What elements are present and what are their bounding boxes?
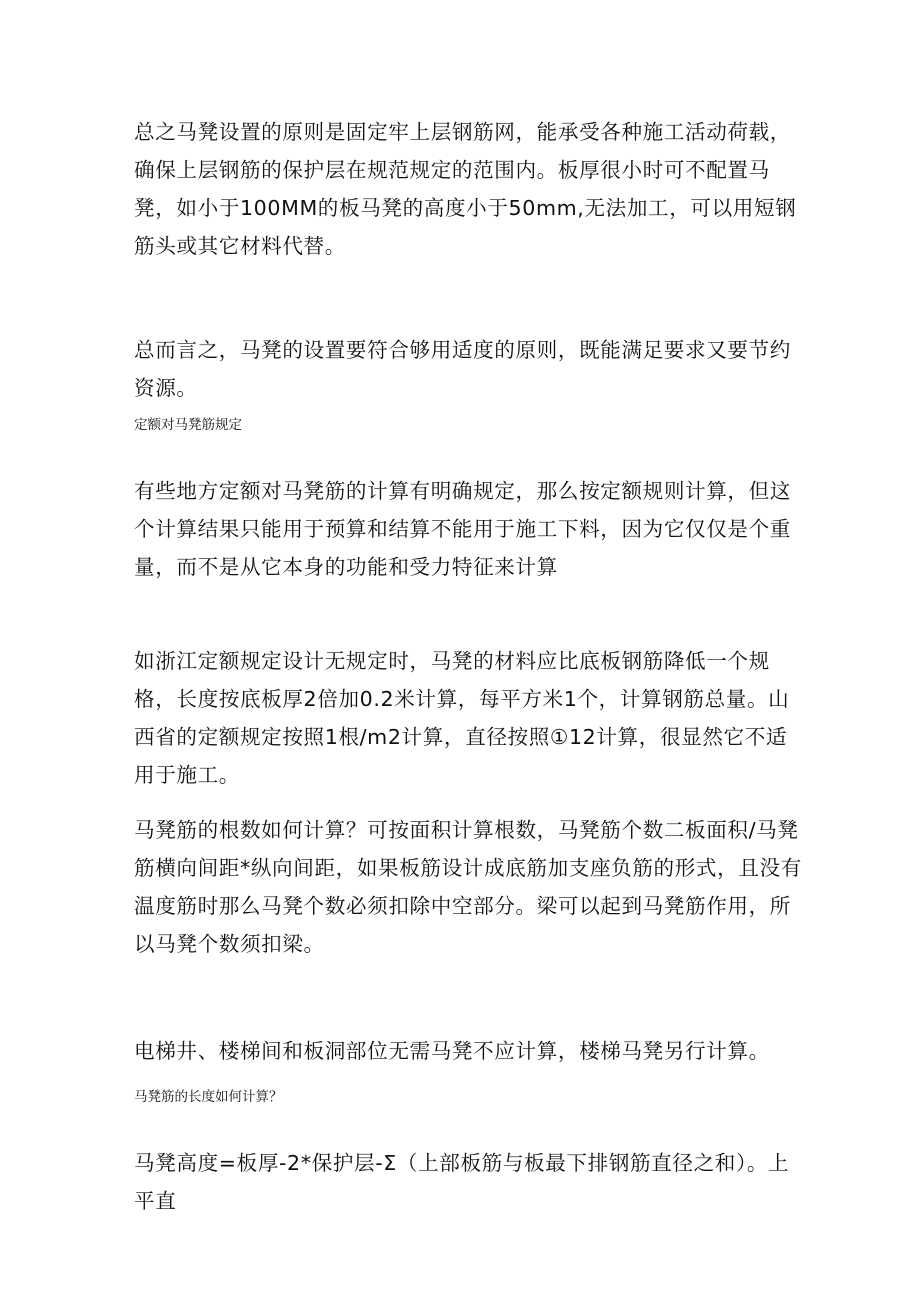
paragraph-count-calculation: 马凳筋的根数如何计算？可按面积计算根数，马凳筋个数二板面积/马凳筋横向间距*纵向间距，如果板筋设计成底筋加支座负筋的形式，且没有温度筋时那么马凳个数必须扣除中空部分。梁可以起到马凳筋作用，所以马凳个数须扣梁。 <box>134 818 802 956</box>
paragraph-height-formula: 马凳高度=板厚-2*保护层-Σ（上部板筋与板最下排钢筋直径之和）。上平直 <box>134 1151 790 1213</box>
heading-length-calculation: 马凳筋的长度如何计算？ <box>134 1089 283 1105</box>
paragraph-zhejiang-shanxi: 如浙江定额规定设计无规定时，马凳的材料应比底板钢筋降低一个规格，长度按底板厚2倍加0.2米计算，每平方米1个，计算钢筋总量。山西省的定额规定按照1根/m2计算，直径按照①12计算，很显然它不适用于施工。 <box>134 649 790 787</box>
paragraph-summary: 总而言之，马凳的设置要符合够用适度的原则，既能满足要求又要节约资源。 <box>134 338 792 400</box>
paragraph-elevator-stairs: 电梯井、楼梯间和板洞部位无需马凳不应计算，楼梯马凳另行计算。 <box>134 1039 770 1063</box>
heading-quota-rules: 定额对马凳筋规定 <box>134 417 242 433</box>
paragraph-quota-calculation: 有些地方定额对马凳筋的计算有明确规定，那么按定额规则计算，但这个计算结果只能用于预算和结算不能用于施工下料，因为它仅仅是个重量，而不是从它本身的功能和受力特征来计算 <box>134 479 792 579</box>
paragraph-principle: 总之马凳设置的原则是固定牢上层钢筋网，能承受各种施工活动荷载，确保上层钢筋的保护层在规范规定的范围内。板厚很小时可不配置马凳，如小于100MM的板马凳的高度小于50mm,无法加工，可以用短钢筋头或其它材料代替。 <box>134 120 797 258</box>
